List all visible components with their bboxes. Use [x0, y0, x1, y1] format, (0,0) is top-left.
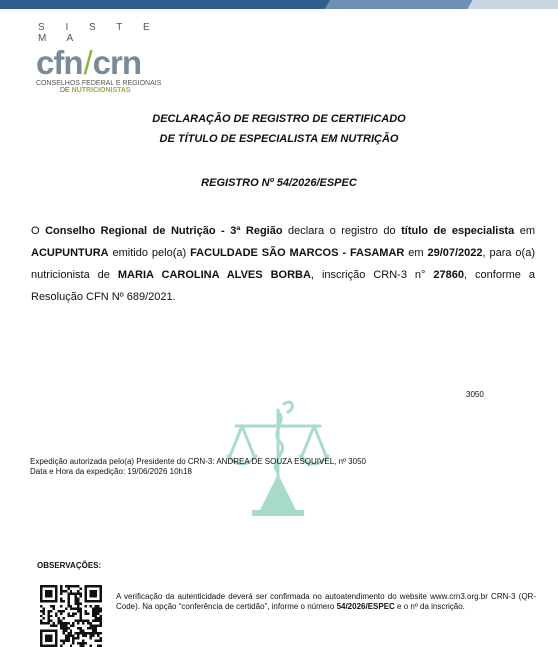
logo-sistema-text: S I S T E M A: [38, 22, 159, 44]
titulo-text: título de especialista: [401, 225, 515, 237]
certificate-date: 29/07/2022: [427, 247, 483, 259]
logo-subtitle-2: DE NUTRICIONISTAS: [60, 87, 131, 94]
side-number: 3050: [466, 390, 484, 399]
header-bar-segment: [467, 0, 558, 9]
cfn-crn-logo: [36, 22, 166, 94]
nutritionist-name: MARIA CAROLINA ALVES BORBA: [117, 269, 311, 281]
observations-title: OBSERVAÇÕES:: [37, 561, 102, 570]
declaration-body: O Conselho Regional de Nutrição - 3ª Região declara o registro do título de especialista em ACUPUNTURA emitido pelo(a) FACULDADE SÃO MARCOS - FASAMAR em 29/07/2022, para o(a) nutricionista de MARIA CAROLINA ALVES BORBA, inscrição CRN-3 n° 27860, conforme a Resolução CFN Nº 689/2021.: [31, 225, 536, 303]
crn-inscription: 27860: [433, 269, 465, 281]
logo-cfn: cfn: [36, 44, 83, 81]
document-title-line-1: DECLARAÇÃO DE REGISTRO DE CERTIFICADO: [152, 113, 406, 125]
expedition-info: [30, 457, 366, 477]
specialty-area: ACUPUNTURA: [31, 247, 109, 259]
registro-number: REGISTRO Nº 54/2026/ESPEC: [201, 177, 357, 189]
verification-number: 54/2026/ESPEC: [336, 602, 395, 611]
qr-code-icon[interactable]: [40, 585, 102, 647]
caduceus-scales-watermark-icon: [222, 390, 334, 520]
document-title-line-2: DE TÍTULO DE ESPECIALISTA EM NUTRIÇÃO: [159, 133, 399, 145]
header-bar-segment: [0, 0, 330, 9]
verification-text: A verificação da autenticidade deverá ser confirmada no autoatendimento do website www.crn3.org.br CRN-3 (QR-Code). Na opção “conferência de certidão”, informe o número 54/2026/ESPEC e o nº da inscrição.: [116, 592, 536, 611]
header-bar: [0, 0, 558, 9]
logo-subtitle-1: CONSELHOS FEDERAL E REGIONAIS: [36, 80, 162, 87]
expedition-authorized-by: Expedição autorizada pelo(a) Presidente do CRN-3: ANDREA DE SOUZA ESQUIVEL, nº 3050: [30, 457, 366, 466]
logo-slash: /: [83, 44, 92, 81]
logo-mark: [36, 46, 166, 79]
conselho-name: Conselho Regional de Nutrição - 3ª Região: [45, 225, 283, 237]
logo-crn: crn: [92, 44, 142, 81]
expedition-datetime: Data e Hora da expedição: 19/06/2026 10h18: [30, 467, 192, 476]
institution-name: FACULDADE SÃO MARCOS - FASAMAR: [190, 247, 405, 259]
